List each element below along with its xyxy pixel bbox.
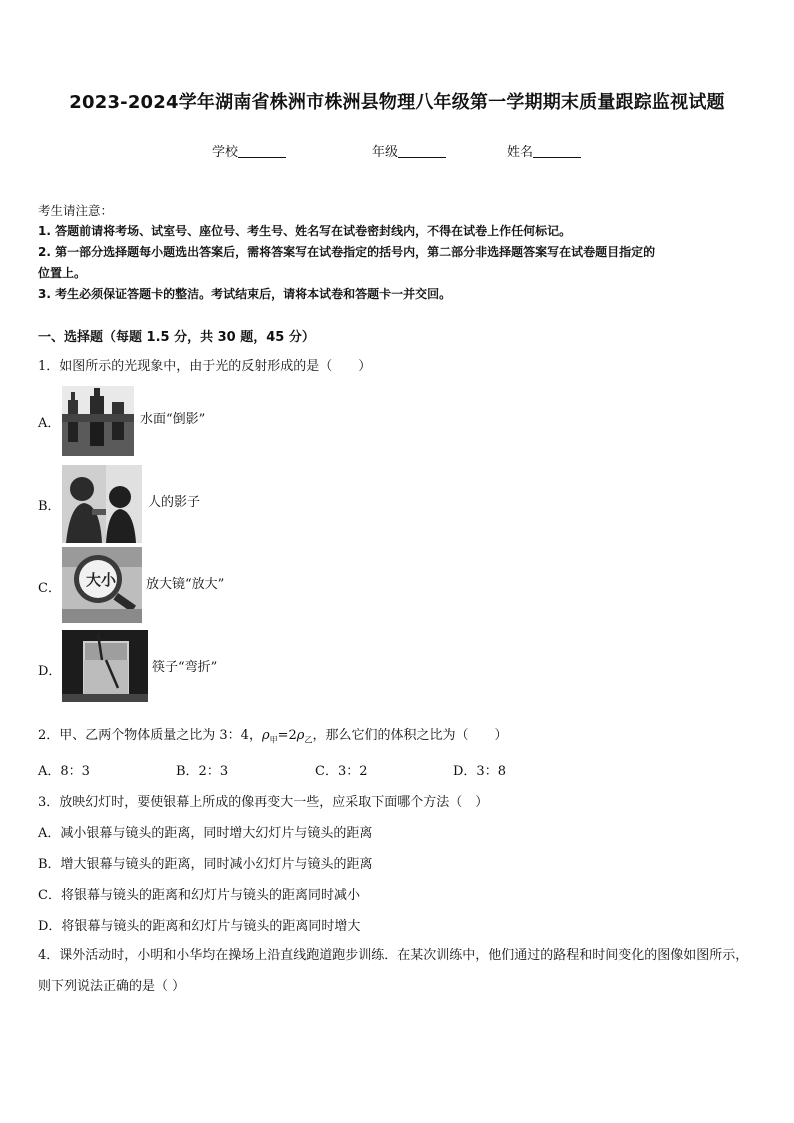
grade-label: 年级	[372, 145, 399, 160]
option-letter: C．	[38, 581, 61, 596]
subscript-jia: 甲	[269, 735, 278, 745]
q1-option-b[interactable]	[38, 465, 338, 537]
page-title: 2023-2024学年湖南省株洲市株洲县物理八年级第一学期期末质量跟踪监视试题	[69, 92, 725, 113]
notice-heading: 考生请注意：	[38, 203, 114, 218]
question-2-stem	[38, 724, 507, 746]
notice-item: 位置上。	[38, 266, 87, 280]
q3-option-b[interactable]: B．增大银幕与镜头的距离，同时减小幻灯片与镜头的距离	[38, 857, 373, 872]
q1-option-a[interactable]	[38, 386, 338, 458]
option-caption: 水面“倒影”	[140, 412, 206, 427]
option-caption: 人的影子	[148, 495, 201, 510]
notice-item: 2. 第一部分选择题每小题选出答案后，需将答案写在试卷指定的括号内，第二部分非选择题答案写在试卷题目指定的	[38, 245, 656, 259]
q2-option-d[interactable]: D．3：8	[453, 764, 506, 779]
notice-block	[38, 200, 758, 305]
magnifier-photo	[62, 547, 142, 623]
name-blank[interactable]	[533, 145, 581, 158]
question-4-stem: 4．课外活动时，小明和小华均在操场上沿直线跑道跑步训练．在某次训练中，他们通过的路程和时间变化的图像如图所示，则下列说法正确的是（ ）	[38, 948, 749, 994]
school-blank[interactable]	[238, 145, 286, 158]
q1-option-d[interactable]	[38, 630, 338, 702]
shadow-photo	[62, 465, 142, 543]
option-letter: B．	[38, 499, 61, 514]
name-label: 姓名	[507, 145, 534, 160]
school-field	[212, 141, 286, 160]
q2-equals: =2	[277, 728, 297, 743]
grade-field	[372, 141, 446, 160]
density-symbol: ρ	[296, 728, 305, 743]
q2-stem-start: 2．甲、乙两个物体质量之比为 3：4，	[38, 728, 262, 743]
q3-option-a[interactable]: A．减小银幕与镜头的距离，同时增大幻灯片与镜头的距离	[38, 826, 373, 841]
subscript-yi: 乙	[304, 735, 313, 745]
option-letter: A．	[38, 416, 61, 431]
question-1-stem: 1．如图所示的光现象中，由于光的反射形成的是（ ）	[38, 359, 372, 374]
q1-option-c[interactable]	[38, 547, 338, 619]
school-label: 学校	[212, 145, 239, 160]
option-letter: D．	[38, 664, 62, 679]
reflection-photo	[62, 386, 134, 456]
q2-option-a[interactable]: A．8：3	[38, 764, 90, 779]
option-caption: 放大镜“放大”	[146, 577, 225, 592]
q2-option-c[interactable]: C．3：2	[315, 764, 368, 779]
chopsticks-photo	[62, 630, 148, 702]
magnifier-text: 大小	[86, 571, 117, 589]
notice-item: 3. 考生必须保证答题卡的整洁。考试结束后，请将本试卷和答题卡一并交回。	[38, 287, 452, 301]
q2-stem-end: ，那么它们的体积之比为（ ）	[312, 728, 508, 743]
option-caption: 筷子“弯折”	[152, 660, 218, 675]
q2-option-b[interactable]: B．2：3	[176, 764, 229, 779]
name-field	[507, 141, 581, 160]
question-3-stem: 3．放映幻灯时，要使银幕上所成的像再变大一些，应采取下面哪个方法（ ）	[38, 795, 489, 810]
density-symbol: ρ	[261, 728, 270, 743]
q3-option-c[interactable]: C．将银幕与镜头的距离和幻灯片与镜头的距离同时减小	[38, 888, 360, 903]
notice-item: 1. 答题前请将考场、试室号、座位号、考生号、姓名写在试卷密封线内，不得在试卷上作任何标记。	[38, 224, 572, 238]
grade-blank[interactable]	[398, 145, 446, 158]
q3-option-d[interactable]: D．将银幕与镜头的距离和幻灯片与镜头的距离同时增大	[38, 919, 361, 934]
section-heading: 一、选择题（每题 1.5 分，共 30 题，45 分）	[38, 330, 315, 345]
